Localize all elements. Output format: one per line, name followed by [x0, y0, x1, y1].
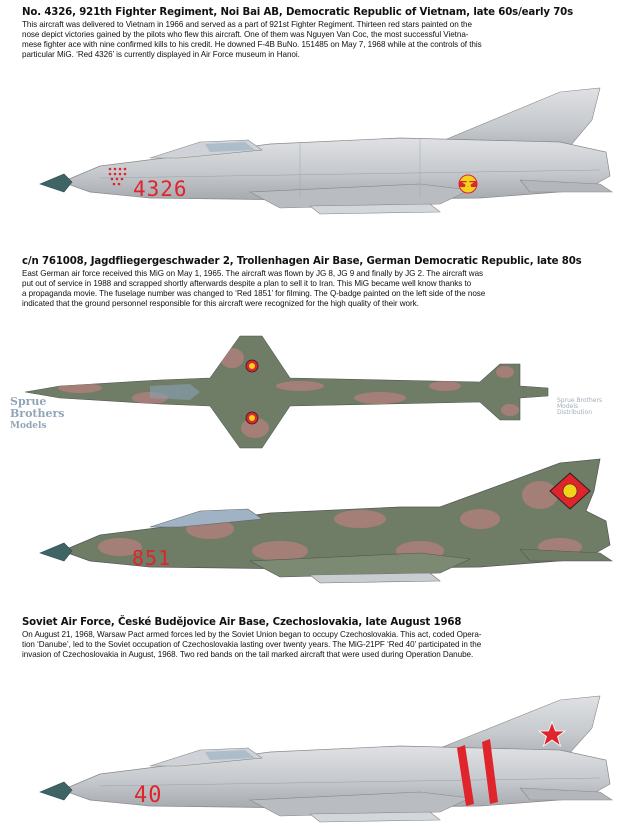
section-title: c/n 761008, Jagdfliegergeschwader 2, Trollenhagen Air Base, German Democratic Republic, late 80s [22, 256, 582, 267]
section-title: Soviet Air Force, České Budějovice Air Base, Czechoslovakia, late August 1968 [22, 617, 462, 628]
section-description: East German air force received this MiG on May 1, 1965. The aircraft was flown by JG 8, JG 9 and finally by JG 2. The aircraft was put out of service in 1988 and scrapped shortly afterwards despite a plan to sell it to Iran. This MiG became well know thanks to a propaganda movie. The fuselage number was changed to ‘Red 1851’ for filming. The Q-badge painted on the left side of the nose indicated that the ground personnel responsible for this aircraft were recognized for the high quality of their work. [22, 269, 486, 308]
side-number: 40 [134, 783, 163, 808]
aircraft-profile-soviet [0, 690, 642, 829]
watermark-right: Sprue Brothers Models Distribution [557, 397, 603, 416]
section-description: On August 21, 1968, Warsaw Pact armed forces led by the Soviet Union began to occupy Czechoslovakia. This act, coded Opera- tion ‘Danube’, led to the Soviet occupation of Czechoslovakia lasting over twenty years. The MiG-21PF ‘Red 40’ participated in the invasion of Czechoslovakia in August, 1968. Two red bands on the tail marked aircraft that were used during Operation Danube. [22, 630, 482, 659]
section-soviet [22, 616, 622, 660]
section-title: No. 4326, 921th Fighter Regiment, Noi Bai AB, Democratic Republic of Vietnam, late 60s/early 70s [22, 7, 574, 18]
side-number: 4326 [133, 177, 188, 201]
aircraft-profile-vietnam [0, 80, 642, 230]
side-number: 851 [132, 546, 172, 570]
vietnam-roundel-icon [459, 175, 477, 193]
section-gdr [22, 255, 622, 309]
aircraft-profile-gdr [0, 455, 642, 595]
section-description: This aircraft was delivered to Vietnam in 1966 and served as a part of 921st Fighter Regiment. Thirteen red stars painted on the nose depict victories gained by the pilots who flew this aircraft. One of them was Nguyen Van Coc, the most successful Vietna- mese fighter ace with nine confirmed kills to his credit. He downed F-4B BuNo. 151485 on May 7, 1968 while at the controls of this particular MiG. ‘Red 4326’ is currently displayed in Air Force museum in Hanoi. [22, 20, 482, 59]
section-vietnam [22, 6, 622, 60]
watermark-left: Sprue Brothers Models [10, 395, 65, 431]
aircraft-top-view-gdr [0, 328, 642, 456]
